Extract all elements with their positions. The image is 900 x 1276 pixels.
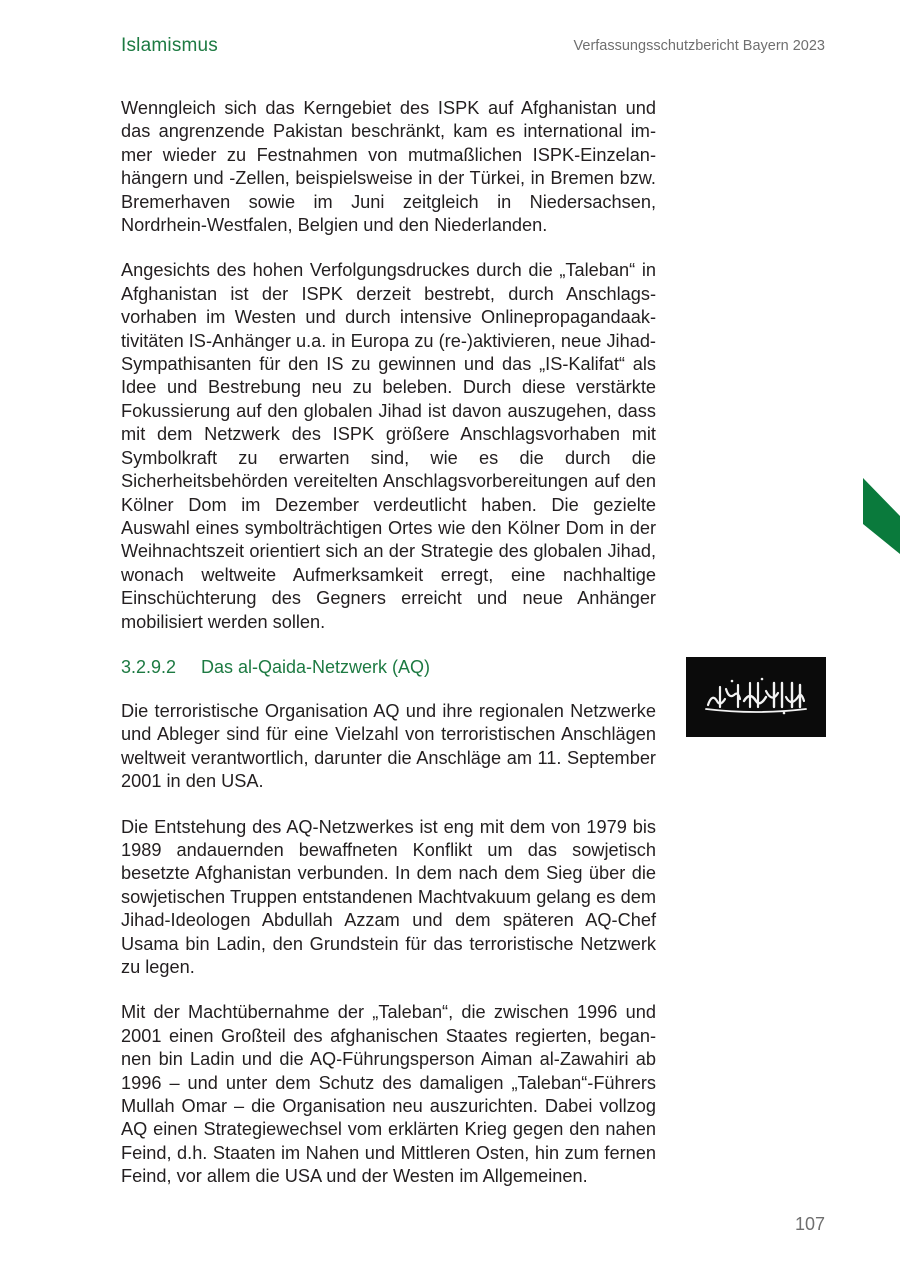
paragraph: Angesichts des hohen Verfolgungsdruckes durch die „Taleban“ in Afghanistan ist der ISPK derzeit bestrebt, durch Anschlagsvorhaben im Westen und durch intensive Onlinepropagandaaktivitäten IS-Anhänger u.a. in Europa zu (re-)aktivieren, neue Jihad-Sympathisanten für den IS zu gewinnen und das „IS-Kalifat“ als Idee und Bestrebung neu zu beleben. Durch diese verstärkte Fokussierung auf den globalen Jihad ist davon auszugehen, dass mit dem Netzwerk des ISPK größere Anschlagsvorhaben mit Symbolkraft zu erwarten sind, wie es die durch die Sicherheitsbehörden vereitelten Anschlagsvorbereitungen auf den Kölner Dom im Dezember verdeutlicht haben. Die gezielte Auswahl eines symbolträchtigen Ortes wie den Kölner Dom in der Weihnachtszeit orientiert sich an der Strategie des globalen Jihad, wonach weltweite Aufmerksamkeit erregt, eine nachhaltige Einschüchterung des Gegners erreicht und neue Anhänger mobilisiert werden sollen. [121,260,656,632]
section-title: Das al-Qaida-Netzwerk (AQ) [201,656,431,677]
main-content [121,97,656,1211]
section-number: 3.2.9.2 [121,656,177,677]
paragraph: Die terroristische Organisation AQ und ihre regionalen Netzwerke und Ableger sind für eine Vielzahl von terroristischen Anschlägen weltweit verantwortlich, darunter die Anschläge am 11. September 2001 in den USA. [121,700,656,792]
report-title: Verfassungsschutzbericht Bayern 2023 [573,38,825,54]
section-heading [121,656,656,679]
chapter-tab-marker [863,478,900,554]
chapter-title: Islamismus [121,35,219,56]
paragraph: Wenngleich sich das Kerngebiet des ISPK auf Afghanistan und das angrenzende Pakistan beschränkt, kam es international immer wieder zu Festnahmen von mutmaßlichen ISPK-Einzelanhängern und -Zellen, beispielsweise in der Türkei, in Bremen bzw. Bremerhaven sowie im Juni zeitgleich in Niedersachsen, Nordrhein-Westfalen, Belgien und den Niederlanden. [121,98,656,236]
paragraph: Mit der Machtübernahme der „Taleban“, die zwischen 1996 und 2001 einen Großteil des afghanischen Staates regierten, begannen bin Ladin und die AQ-Führungsperson Aiman al-Zawahiri ab 1996 – und unter dem Schutz des damaligen „Taleban“-Führers Mullah Omar – die Organisation neu auszurichten. Dabei vollzog AQ einen Strategiewechsel vom erklärten Krieg gegen den nahen Feind, d.h. Staaten im Nahen und Mittleren Osten, hin zum fernen Feind, vor allem die USA und der Westen im Allgemeinen. [121,1002,656,1187]
paragraph: Die Entstehung des AQ-Netzwerkes ist eng mit dem von 1979 bis 1989 andauernden bewaffneten Konflikt um das sowjetisch besetzte Afghanistan verbunden. In dem nach dem Sieg über die sowjetischen Truppen entstandenen Machtvakuum gelang es dem Jihad-Ideologen Abdullah Azzam und dem späteren AQ-Chef Usama bin Ladin, den Grundstein für das terroristische Netzwerk zu legen. [121,816,656,977]
black-flag-image [686,657,826,737]
page-number: 107 [794,1214,825,1234]
calligraphy-icon [686,657,826,737]
